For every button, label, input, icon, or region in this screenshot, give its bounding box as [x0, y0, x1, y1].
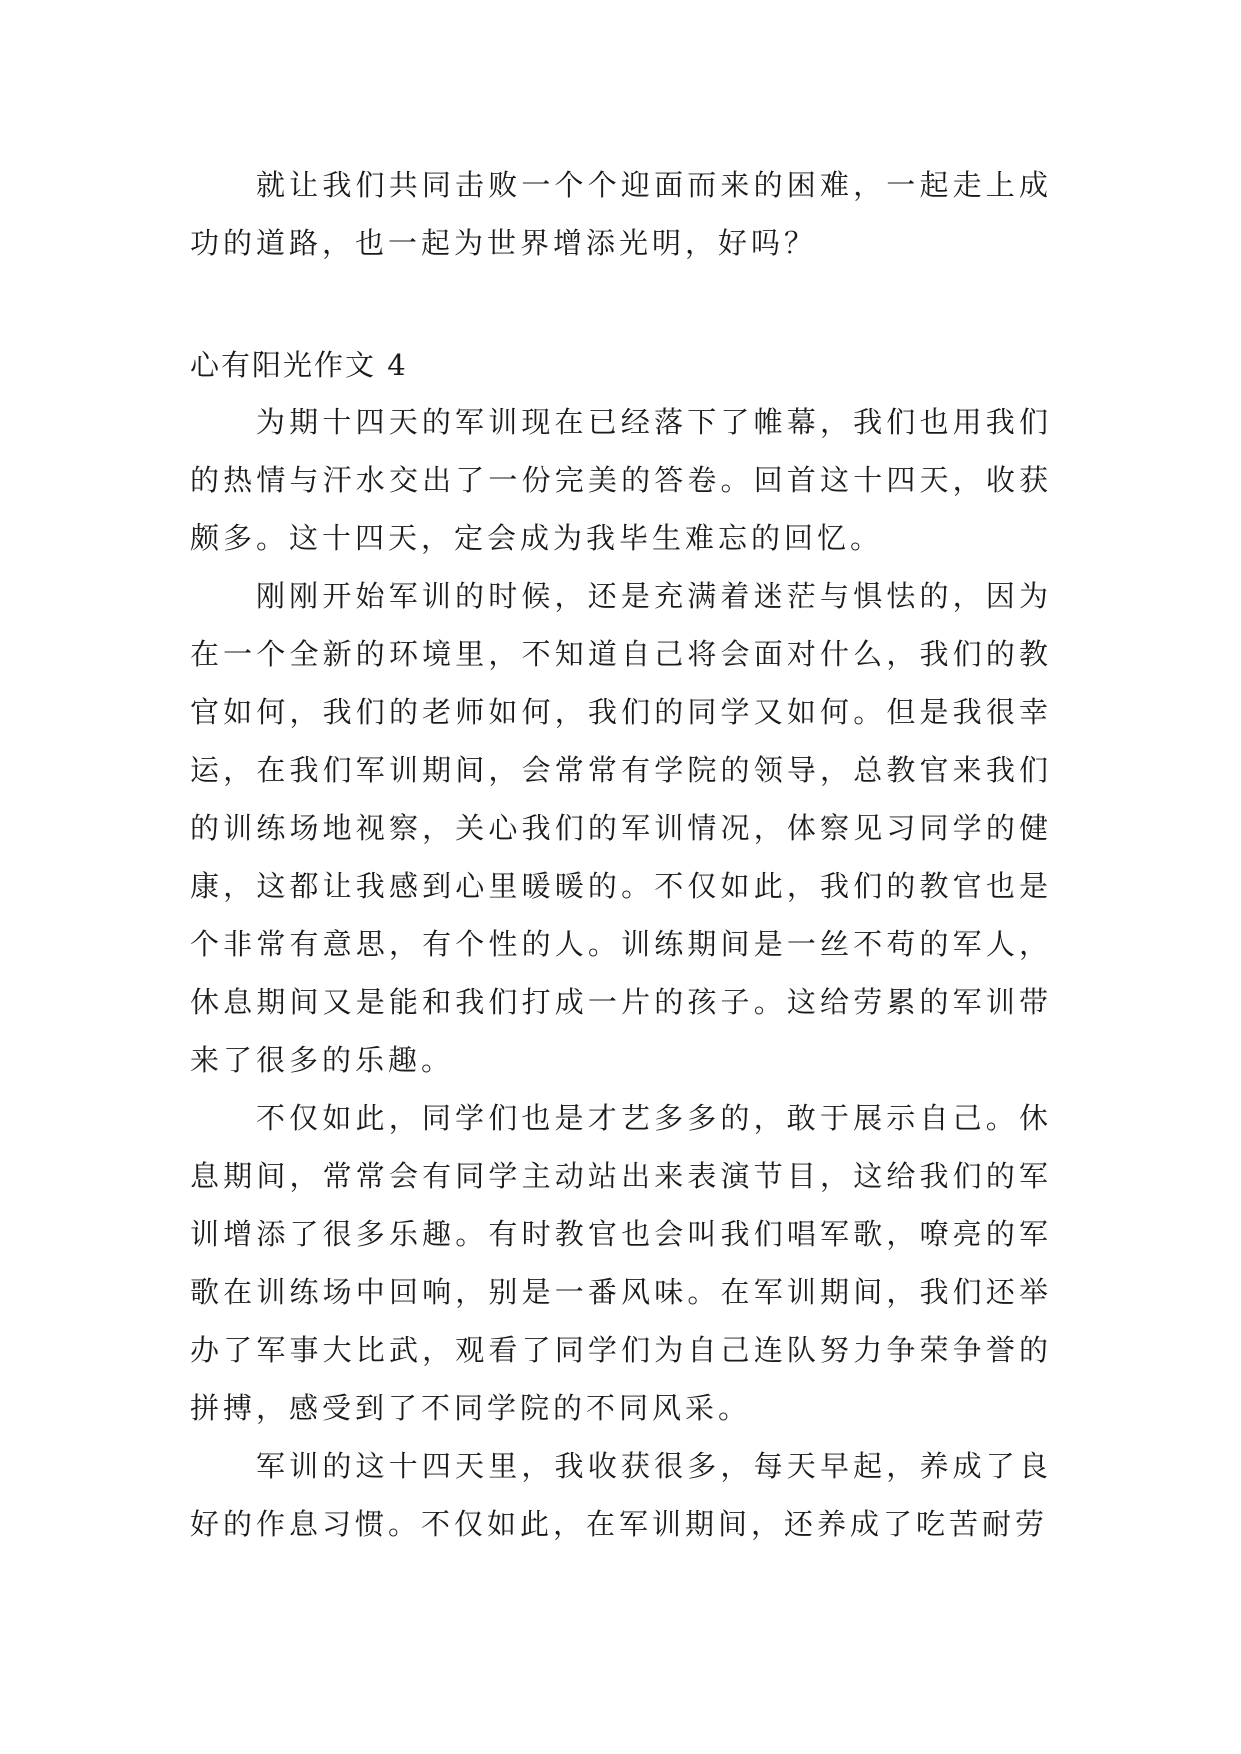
paragraph: 刚刚开始军训的时候，还是充满着迷茫与惧怯的，因为在一个全新的环境里，不知道自己将会面对什么，我们的教官如何，我们的老师如何，我们的同学又如何。但是我很幸运，在我们军训期间，会常常有学院的领导，总教官来我们的训练场地视察，关心我们的军训情况，体察见习同学的健康，这都让我感到心里暖暖的。不仅如此，我们的教官也是个非常有意思，有个性的人。训练期间是一丝不苟的军人，休息期间又是能和我们打成一片的孩子。这给劳累的军训带来了很多的乐趣。	[190, 579, 1052, 1077]
section-title: 心有阳光作文 4	[190, 348, 408, 382]
paragraph: 就让我们共同击败一个个迎面而来的困难，一起走上成功的道路，也一起为世界增添光明，好吗？	[190, 168, 1052, 260]
paragraph: 为期十四天的军训现在已经落下了帷幕，我们也用我们的热情与汗水交出了一份完美的答卷。回首这十四天，收获颇多。这十四天，定会成为我毕生难忘的回忆。	[190, 405, 1052, 555]
paragraph: 不仅如此，同学们也是才艺多多的，敢于展示自己。休息期间，常常会有同学主动站出来表演节目，这给我们的军训增添了很多乐趣。有时教官也会叫我们唱军歌，嘹亮的军歌在训练场中回响，别是一番风味。在军训期间，我们还举办了军事大比武，观看了同学们为自己连队努力争荣争誉的拼搏，感受到了不同学院的不同风采。	[190, 1101, 1052, 1425]
paragraph: 军训的这十四天里，我收获很多，每天早起，养成了良好的作息习惯。不仅如此，在军训期间，还养成了吃苦耐劳	[190, 1449, 1052, 1541]
